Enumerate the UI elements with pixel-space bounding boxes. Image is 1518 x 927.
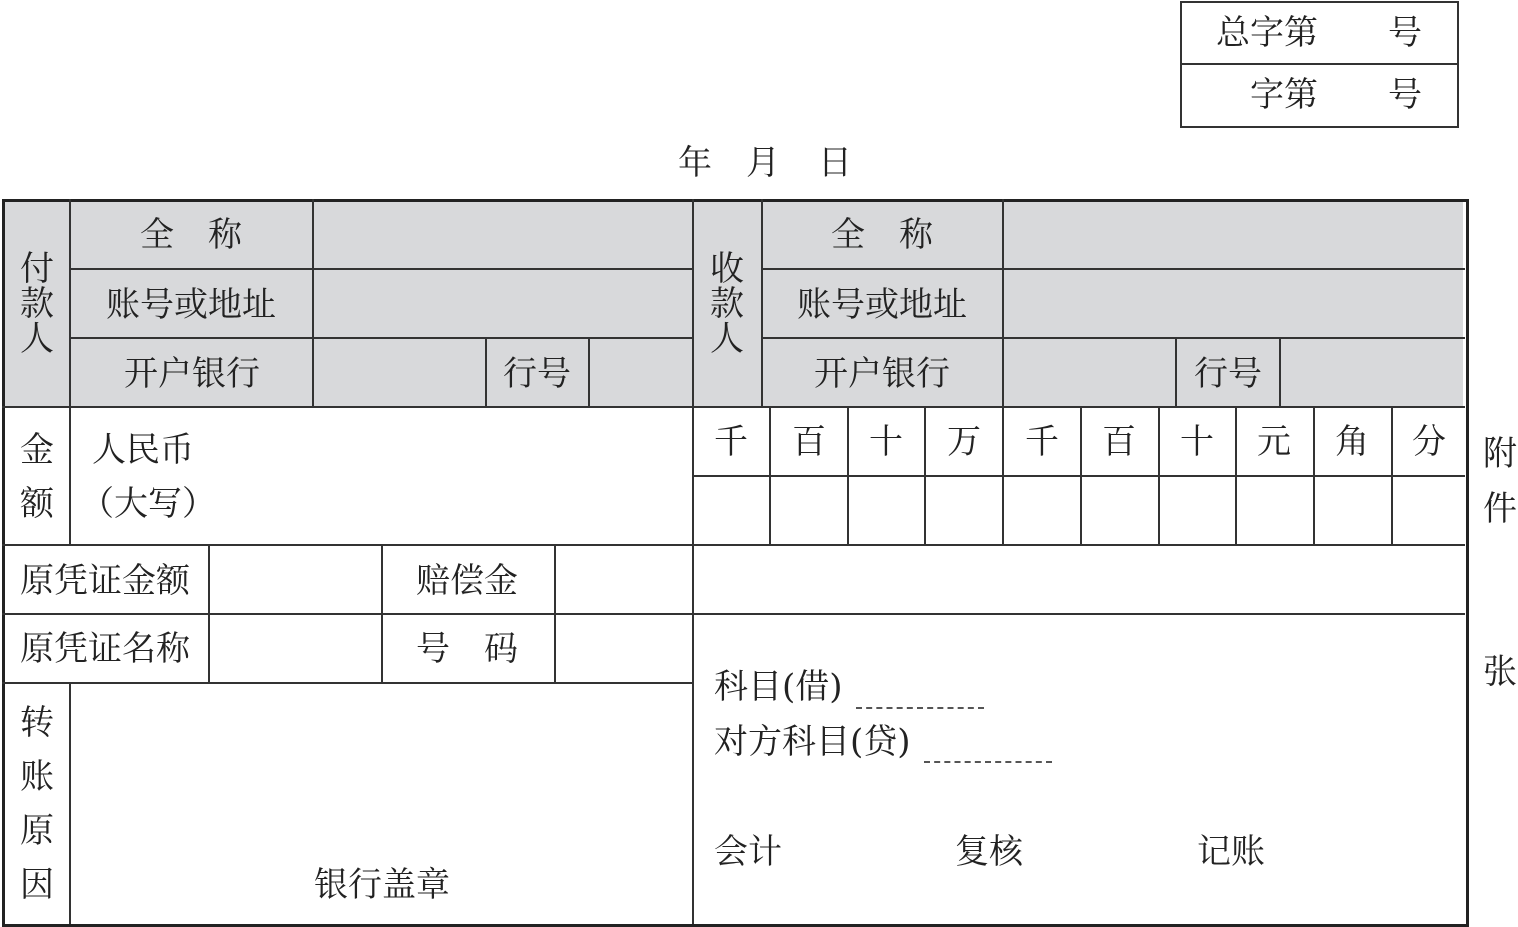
reason-heading-char: 因	[20, 865, 54, 905]
digit-header-thousand: 千	[1025, 422, 1059, 462]
payee-bank-divider-1	[1175, 337, 1177, 407]
digit-col-divider	[1313, 406, 1315, 545]
payee-heading-char: 人	[710, 319, 744, 359]
currency-label: 人民币	[92, 430, 194, 470]
digit-header-hundred: 百	[792, 422, 826, 462]
sub-number-label: 字第	[1250, 75, 1318, 115]
digit-col-divider	[1002, 406, 1004, 545]
payee-heading-divider	[761, 199, 763, 407]
payee-bank-number-label: 行号	[1194, 354, 1262, 394]
digit-col-divider	[769, 406, 771, 545]
accountant-label: 会计	[714, 832, 782, 872]
reason-heading-divider	[69, 682, 71, 924]
reason-heading-char: 原	[20, 811, 54, 851]
digit-header-fen: 分	[1412, 422, 1446, 462]
payer-row-divider-2	[70, 337, 692, 339]
digit-header-thousand: 千	[714, 422, 748, 462]
voucher-col-divider-1	[208, 544, 210, 683]
attachment-char: 件	[1483, 489, 1517, 529]
digit-header-ten: 十	[869, 422, 903, 462]
date-day-label: 日	[818, 143, 852, 183]
digit-header-ten: 十	[1180, 422, 1214, 462]
payer-account-label: 账号或地址	[106, 285, 276, 325]
digit-col-divider	[1235, 406, 1237, 545]
voucher-number-label: 号 码	[416, 629, 518, 669]
bookkeeper-label: 记账	[1197, 832, 1265, 872]
voucher-row-divider	[2, 613, 1465, 615]
amount-heading-char: 金	[20, 430, 54, 470]
attachment-char: 附	[1483, 434, 1517, 474]
debit-account-label: 科目(借)	[714, 667, 843, 707]
payer-bank-number-label: 行号	[503, 354, 571, 394]
voucher-section-bottom	[2, 682, 692, 684]
total-number-label: 总字第	[1216, 13, 1318, 53]
digit-header-hundred: 百	[1102, 422, 1136, 462]
voucher-col-divider-3	[554, 544, 556, 683]
digit-col-divider	[1158, 406, 1160, 545]
payer-heading-char: 款	[20, 284, 54, 324]
amount-heading-char: 额	[20, 484, 54, 524]
payee-label-divider	[1002, 199, 1004, 407]
attachment-unit: 张	[1483, 652, 1517, 692]
digit-header-divider	[692, 475, 1465, 477]
reviewer-label: 复核	[955, 832, 1023, 872]
digit-header-yuan: 元	[1257, 422, 1291, 462]
uppercase-amount-label: （大写）	[80, 484, 216, 524]
payer-row-divider-1	[70, 268, 692, 270]
payee-heading-char: 收	[710, 249, 744, 289]
payee-bank-divider-2	[1279, 337, 1281, 407]
number-box-divider	[1180, 63, 1457, 65]
payee-full-name-label: 全 称	[831, 215, 933, 255]
payee-heading-char: 款	[710, 284, 744, 324]
original-voucher-name-label: 原凭证名称	[20, 629, 190, 669]
payee-account-label: 账号或地址	[797, 285, 967, 325]
reason-heading-char: 转	[20, 703, 54, 743]
payer-heading-char: 付	[20, 249, 54, 289]
payee-row-divider-1	[761, 268, 1465, 270]
bank-seal-label: 银行盖章	[314, 865, 450, 905]
credit-account-line[interactable]	[924, 761, 1052, 763]
center-divider	[692, 199, 694, 924]
voucher-col-divider-2	[381, 544, 383, 683]
digit-header-jiao: 角	[1335, 422, 1369, 462]
reason-heading-char: 账	[20, 757, 54, 797]
original-voucher-amount-label: 原凭证金额	[20, 561, 190, 601]
payee-row-divider-2	[761, 337, 1465, 339]
amount-section-bottom	[2, 544, 1465, 546]
total-number-suffix: 号	[1388, 13, 1422, 53]
digit-col-divider	[1080, 406, 1082, 545]
sub-number-suffix: 号	[1388, 75, 1422, 115]
compensation-label: 赔偿金	[416, 561, 518, 601]
date-month-label: 月	[746, 143, 780, 183]
digit-col-divider	[847, 406, 849, 545]
digit-header-ten-thousand: 万	[947, 422, 981, 462]
payer-heading-divider	[69, 199, 71, 545]
credit-account-label: 对方科目(贷)	[714, 722, 911, 762]
payee-bank-label: 开户银行	[814, 354, 950, 394]
digit-col-divider	[1391, 406, 1393, 545]
payer-bank-divider-2	[588, 337, 590, 407]
payer-full-name-label: 全 称	[140, 215, 242, 255]
payer-bank-label: 开户银行	[124, 354, 260, 394]
digit-col-divider	[924, 406, 926, 545]
payer-heading-char: 人	[20, 319, 54, 359]
payer-bank-divider-1	[485, 337, 487, 407]
debit-account-line[interactable]	[856, 707, 984, 709]
payer-label-divider	[312, 199, 314, 407]
party-section-bottom	[2, 406, 1465, 408]
date-year-label: 年	[678, 143, 712, 183]
